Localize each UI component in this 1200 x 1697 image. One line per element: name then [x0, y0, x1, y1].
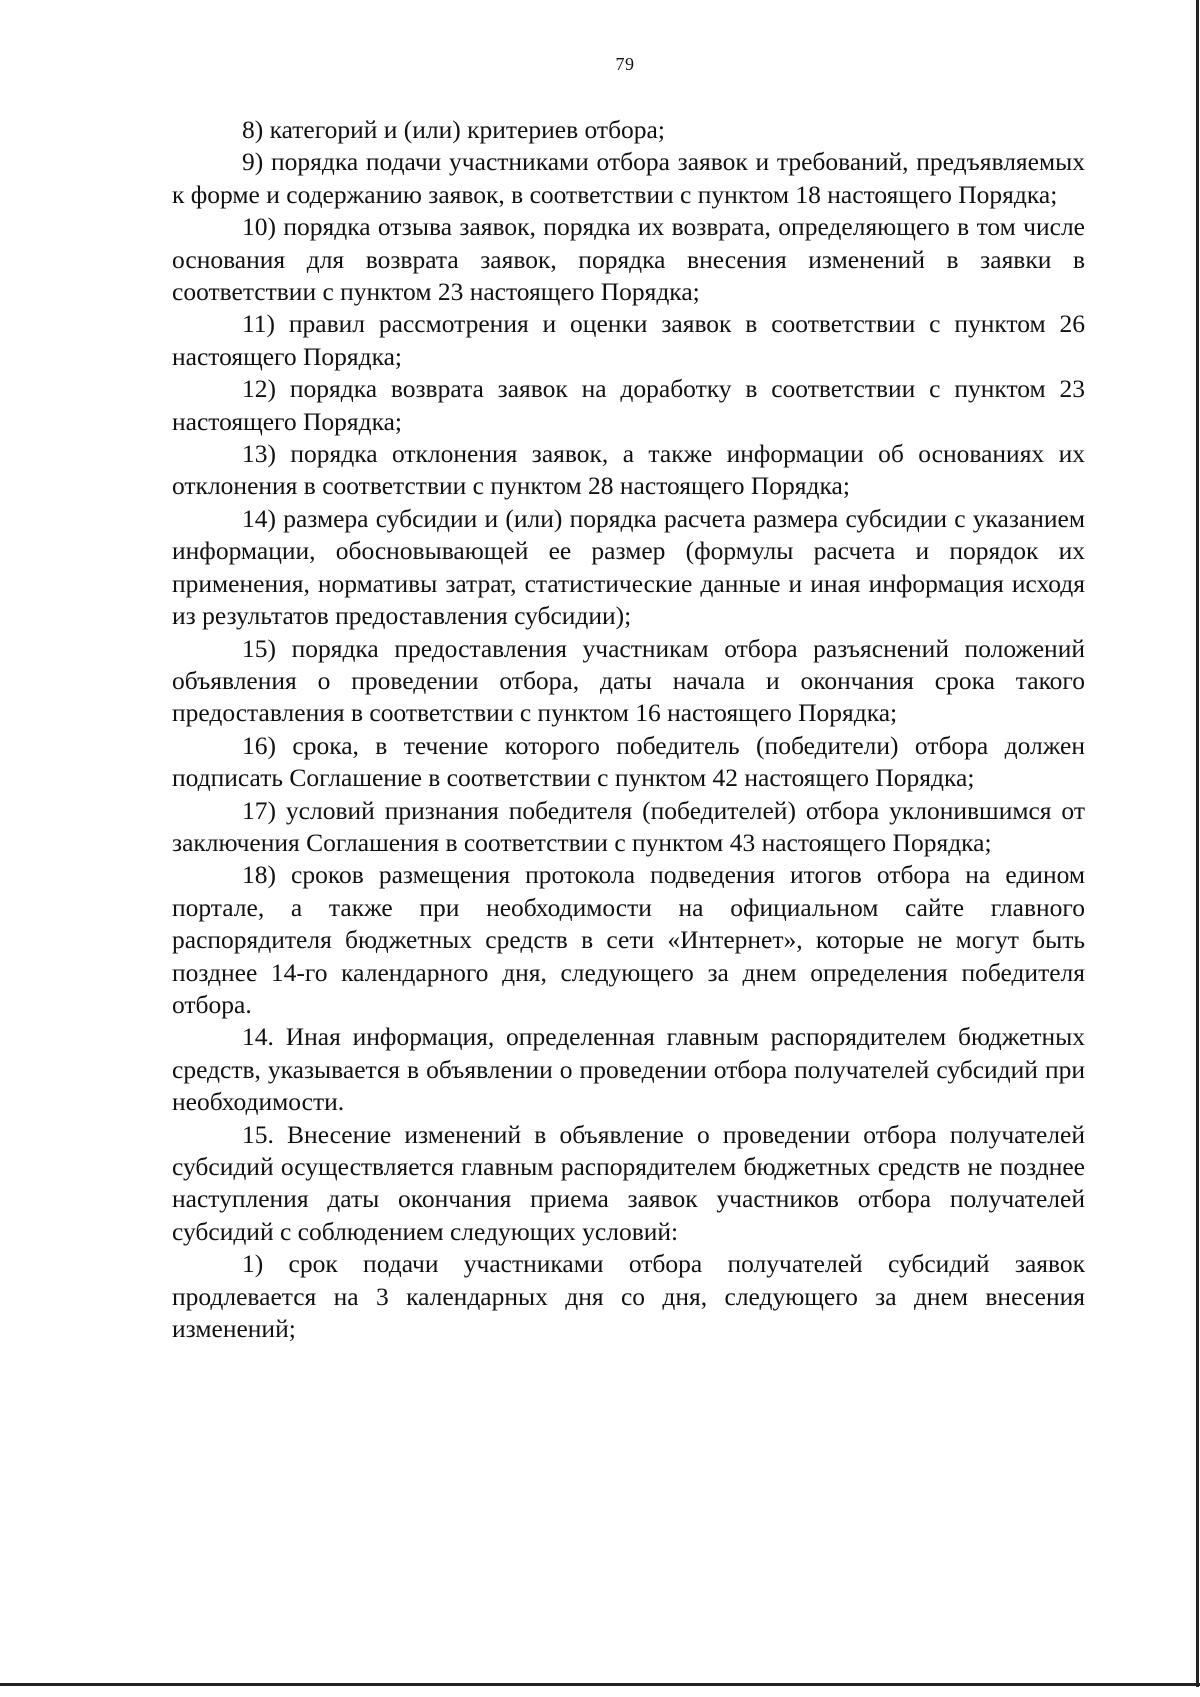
clause-15-item-1: 1) срок подачи участниками отбора получателей субсидий заявок продлевается на 3 календарных дня со дня, следующего за днем внесения изменений;: [172, 1249, 1085, 1344]
clause-15: 15. Внесение изменений в объявление о проведении отбора получателей субсидий осуществляется главным распорядителем бюджетных средств не позднее наступления даты окончания приема заявок участников отбора получателей субсидий с соблюдением следующих условий:: [172, 1119, 1085, 1246]
paragraph-item-10: 10) порядка отзыва заявок, порядка их возврата, определяющего в том числе основания для возврата заявок, порядка внесения изменений в заявки в соответствии с пунктом 23 настоящего Порядка;: [172, 212, 1085, 307]
scan-edge-right: [1196, 0, 1199, 1687]
paragraph-item-12: 12) порядка возврата заявок на доработку в соответствии с пунктом 23 настоящего Порядка;: [172, 374, 1085, 436]
paragraph-item-13: 13) порядка отклонения заявок, а также информации об основаниях их отклонения в соответствии с пунктом 28 настоящего Порядка;: [172, 439, 1085, 501]
paragraph-item-15: 15) порядка предоставления участникам отбора разъяснений положений объявления о проведении отбора, даты начала и окончания срока такого предоставления в соответствии с пунктом 16 настоящего Порядка;: [172, 633, 1085, 728]
paragraph-item-18: 18) сроков размещения протокола подведения итогов отбора на едином портале, а также при необходимости на официальном сайте главного распорядителя бюджетных средств в сети «Интернет», которые не могут быть позднее 14-го календарного дня, следующего за днем определения победителя отбора.: [172, 860, 1085, 1019]
paragraph-item-11: 11) правил рассмотрения и оценки заявок в соответствии с пунктом 26 настоящего Порядка;: [172, 309, 1085, 371]
paragraph-item-17: 17) условий признания победителя (победителей) отбора уклонившимся от заключения Соглашения в соответствии с пунктом 43 настоящего Порядка;: [172, 795, 1085, 857]
document-body: [172, 114, 1085, 1345]
paragraph-item-14: 14) размера субсидии и (или) порядка расчета размера субсидии с указанием информации, обосновывающей ее размер (формулы расчета и порядок их применения, нормативы затрат, статистические данные и иная информация исходя из результатов предоставления субсидии);: [172, 503, 1085, 631]
scan-edge-bottom: [0, 1683, 1200, 1686]
paragraph-item-8: 8) категорий и (или) критериев отбора;: [242, 115, 665, 144]
page-number: 79: [615, 54, 635, 74]
paragraph-item-16: 16) срока, в течение которого победитель (победители) отбора должен подписать Соглашение в соответствии с пунктом 42 настоящего Порядка;: [172, 730, 1085, 793]
paragraph-item-9: 9) порядка подачи участниками отбора заявок и требований, предъявляемых к форме и содержанию заявок, в соответствии с пунктом 18 настоящего Порядка;: [172, 147, 1085, 209]
clause-14: 14. Иная информация, определенная главным распорядителем бюджетных средств, указывается в объявлении о проведении отбора получателей субсидий при необходимости.: [172, 1022, 1085, 1117]
